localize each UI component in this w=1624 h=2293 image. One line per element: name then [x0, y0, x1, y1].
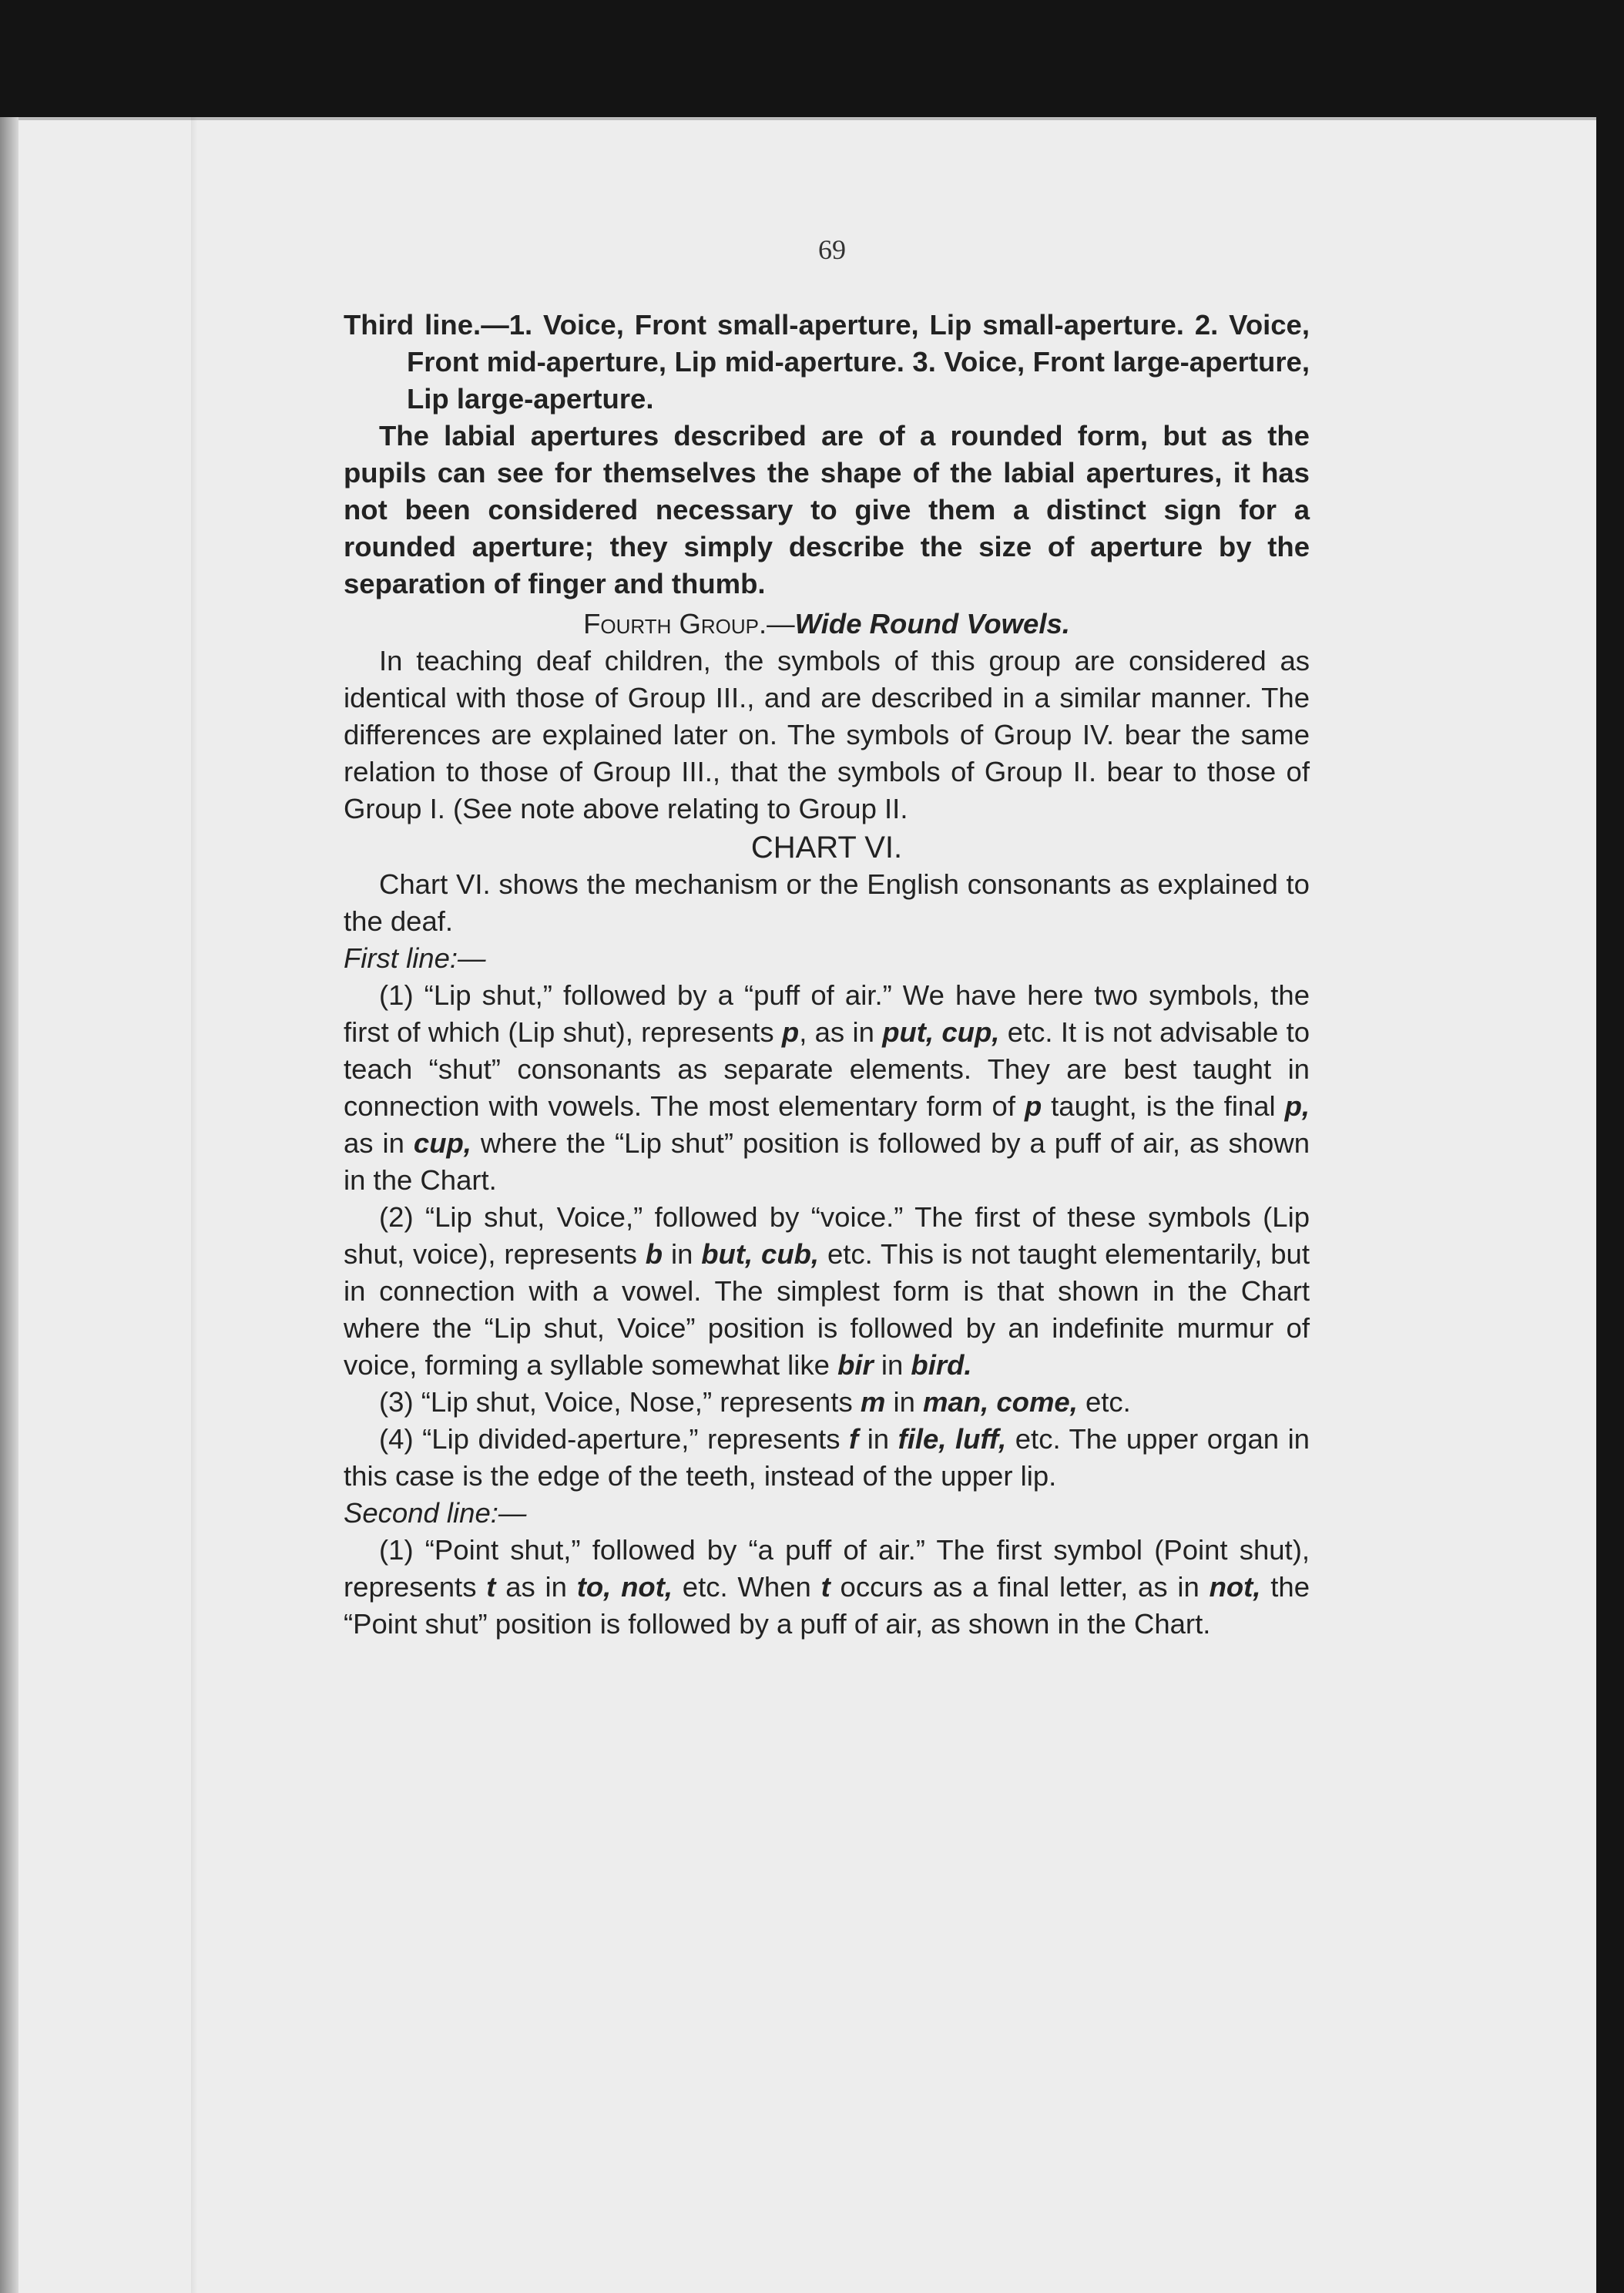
fourth-group-title: Wide Round Vowels.	[794, 608, 1070, 640]
chart-heading: CHART VI.	[750, 831, 903, 864]
text-run: occurs as a final letter, as in	[830, 1571, 1210, 1603]
page-top-edge	[0, 117, 1596, 120]
text-run: the “Point shut” position is followed by a puff of air, as shown in the Chart.	[344, 1571, 1310, 1640]
example-words: bir	[837, 1349, 874, 1381]
letter-f: f	[849, 1423, 859, 1455]
page-number: 69	[818, 234, 846, 265]
text-run: in	[873, 1349, 911, 1381]
text-run: in	[663, 1238, 702, 1270]
first-line-item-4	[344, 1421, 1310, 1495]
text-run: (1) “Point shut,” followed by “a puff of air.” The first symbol (Point shut), represents	[344, 1534, 1310, 1603]
example-words: file, luff,	[898, 1423, 1007, 1455]
gutter-shadow	[191, 117, 197, 2293]
example-words: but, cub,	[701, 1238, 820, 1270]
text-run: etc. It is not advisable to teach “shut” consonants as separate elements. They are best taught in connection with vowels. The most elementary form of	[344, 1016, 1310, 1122]
fourth-group-dash: —	[767, 608, 795, 640]
text-run: (3) “Lip shut, Voice, Nose,” represents	[379, 1386, 861, 1418]
text-run: etc. This is not taught elementarily, but in connection with a vowel. The simplest form is that shown in the Chart where the “Lip shut, Voice” position is followed by an indefinite murmur of voice, forming a syllable somewhat like	[344, 1238, 1310, 1381]
text-run: in	[885, 1386, 924, 1418]
third-line-text: —1. Voice, Front small-aperture, Lip small-aperture. 2. Voice, Front mid-aperture, Lip mid-aperture. 3. Voice, Front large-aperture, Lip large-aperture.	[407, 309, 1310, 415]
text-run: (4) “Lip divided-aperture,” represents	[379, 1423, 850, 1455]
page-text-block	[344, 231, 1310, 1643]
example-words: put, cup,	[882, 1016, 1000, 1048]
text-run: taught, is the final	[1042, 1090, 1285, 1122]
letter-t: t	[486, 1571, 496, 1603]
letter-t: t	[820, 1571, 830, 1603]
text-run: as in	[495, 1571, 577, 1603]
teaching-paragraph: In teaching deaf children, the symbols of this group are considered as identical with those of Group III., and are described in a similar manner. The differences are explained later on. The symbols of Group IV. bear the same relation to those of Group III., that the symbols of Group II. bear to those of Group I. (See note above relating to Group II.	[344, 645, 1310, 824]
labial-paragraph: The labial apertures described are of a rounded form, but as the pupils can see for themselves the shape of the labial apertures, it has not been considered necessary to give them a distinct sign for a rounded aperture; they simply describe the size of aperture by the separation of finger and thumb.	[344, 420, 1310, 599]
third-line-paragraph	[344, 307, 1310, 418]
example-words: not,	[1209, 1571, 1261, 1603]
fourth-group-heading	[344, 606, 1310, 643]
letter-p: p	[1024, 1090, 1042, 1122]
text-run: in	[858, 1423, 898, 1455]
text-run: (1) “Lip shut,” followed by a “puff of air.” We have here two symbols, the first of which (Lip shut), represents	[344, 979, 1310, 1048]
letter-p: p	[781, 1016, 800, 1048]
letter-m: m	[860, 1386, 886, 1418]
text-run: as in	[344, 1127, 414, 1159]
third-line-label: Third line.	[344, 309, 481, 341]
text-run: where the “Lip shut” position is followed by a puff of air, as shown in the Chart.	[344, 1127, 1310, 1196]
first-line-item-3	[344, 1384, 1310, 1421]
example-words: bird.	[911, 1349, 972, 1381]
fourth-group-label: Fourth Group.	[583, 608, 767, 640]
text-run: , as in	[799, 1016, 883, 1048]
example-words: to, not,	[576, 1571, 673, 1603]
example-words: cup,	[413, 1127, 471, 1159]
letter-p: p,	[1284, 1090, 1310, 1122]
example-words: man, come,	[923, 1386, 1078, 1418]
letter-b: b	[645, 1238, 663, 1270]
text-run: etc. The upper organ in this case is the edge of the teeth, instead of the upper lip.	[344, 1423, 1310, 1492]
first-line-item-2	[344, 1199, 1310, 1384]
first-line-item-1	[344, 977, 1310, 1199]
text-run: (2) “Lip shut, Voice,” followed by “voice.” The first of these symbols (Lip shut, voice), represents	[344, 1201, 1310, 1270]
binding-gutter	[0, 117, 18, 2293]
text-run: etc.	[1077, 1386, 1131, 1418]
chart-paragraph: Chart VI. shows the mechanism or the English consonants as explained to the deaf.	[344, 868, 1310, 937]
first-line-label: First line:—	[344, 942, 486, 974]
second-line-item-1	[344, 1532, 1310, 1643]
text-run: etc. When	[673, 1571, 821, 1603]
second-line-label: Second line:—	[344, 1497, 527, 1529]
